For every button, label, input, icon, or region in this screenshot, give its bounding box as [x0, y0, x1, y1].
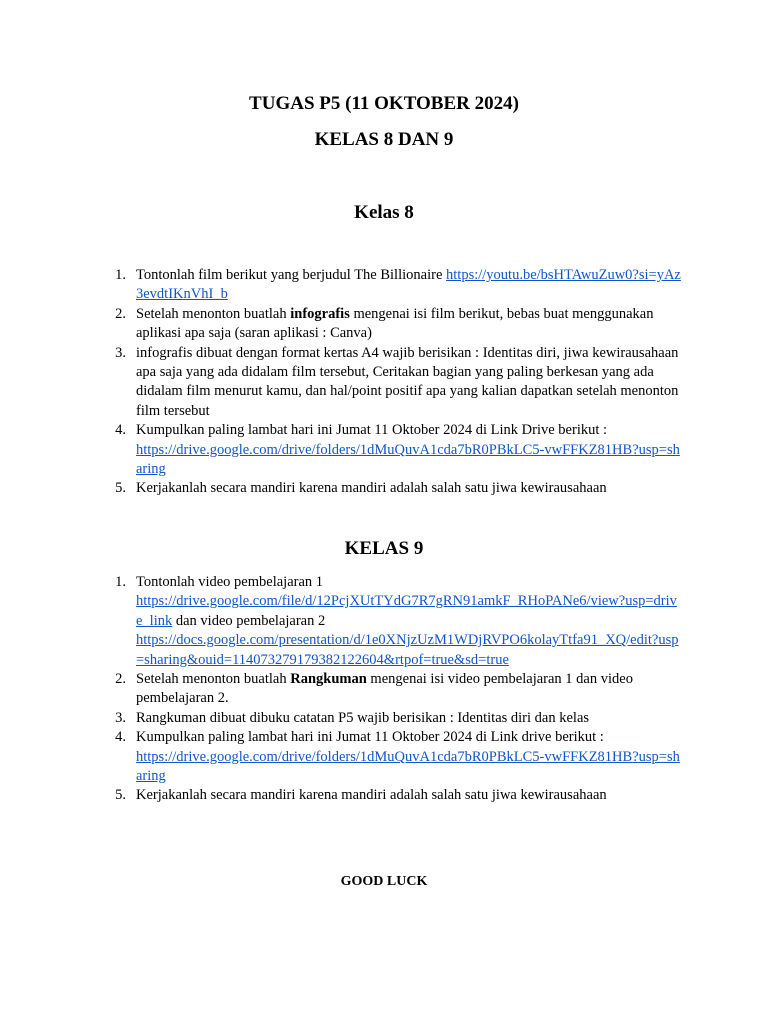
list-item-text: infografis dibuat dengan format kertas A4 wajib berisikan : Identitas diri, jiwa kewirausahaan apa saja yang ada didalam film tersebut, Ceritakan bagian yang paling berkesan yang ada didalam film menurut kamu, dan hal/point positif apa yang kalian dapatkan setelah menonton film tersebut: [136, 344, 679, 419]
list-number: 4.: [115, 729, 126, 746]
list-item: [0, 344, 681, 422]
list-item-text: Tontonlah video pembelajaran 1: [136, 574, 324, 590]
list-item-text: Kerjakanlah secara mandiri karena mandiri adalah salah satu jiwa kewirausahaan: [136, 480, 607, 497]
list-item-text: Kumpulkan paling lambat hari ini Jumat 11 Oktober 2024 di Link drive berikut :: [136, 729, 604, 746]
list-item: [0, 266, 681, 305]
list-item-text: mengenai isi video pembelajaran 1 dan video pembelajaran 2.: [136, 671, 633, 707]
list-number: 4.: [115, 422, 126, 439]
list-item-text: Kumpulkan paling lambat hari ini Jumat 11 Oktober 2024 di Link Drive berikut :: [136, 422, 608, 439]
drive-folder-link[interactable]: https://drive.google.com/drive/folders/1dMuQuvA1cda7bR0PBkLC5-vwFFKZ81HB?usp=sharing: [136, 441, 680, 478]
list-item: [0, 709, 681, 728]
drive-video-link[interactable]: https://drive.google.com/file/d/12PcjXUtTYdG7R7gRN91amkF_RHoPANe6/view?usp=drive_link: [136, 593, 677, 629]
list-item-text: Kerjakanlah secara mandiri karena mandiri adalah salah satu jiwa kewirausahaan: [136, 787, 607, 804]
list-item: [0, 670, 681, 709]
list-item: [0, 305, 681, 344]
list-number: 3.: [115, 344, 126, 361]
bold-keyword: infografis: [290, 305, 350, 322]
list-item: [0, 479, 681, 498]
kelas-9-task-list: [0, 573, 681, 806]
list-item-text: dan video pembelajaran 2: [172, 612, 326, 629]
list-number: 5.: [115, 480, 126, 497]
list-number: 5.: [115, 787, 126, 804]
kelas-8-task-list: [0, 266, 681, 499]
presentation-link[interactable]: https://docs.google.com/presentation/d/1e0XNjzUzM1WDjRVPO6kolayTtfa91_XQ/edit?usp=sharing&ouid=114073279179382122604&rtpof=true&sd=true: [136, 632, 679, 668]
drive-folder-link[interactable]: https://drive.google.com/drive/folders/1dMuQuvA1cda7bR0PBkLC5-vwFFKZ81HB?usp=sharing: [136, 748, 680, 785]
list-item-text: Setelah menonton buatlah: [136, 305, 291, 322]
bold-keyword: Rangkuman: [290, 671, 367, 688]
list-item: [0, 573, 681, 670]
list-item: [0, 786, 681, 805]
document-subtitle: KELAS 8 DAN 9: [314, 129, 454, 150]
list-item-text: mengenai isi film berikut, bebas buat menggunakan aplikasi apa saja (saran aplikasi : Canva): [136, 305, 654, 342]
document-title: TUGAS P5 (11 OKTOBER 2024): [249, 93, 519, 114]
list-item-text: Rangkuman dibuat dibuku catatan P5 wajib berisikan : Identitas diri dan kelas: [136, 709, 590, 726]
list-item: [0, 728, 681, 786]
list-item-text: Tontonlah film berikut yang berjudul The Billionaire: [136, 267, 447, 283]
list-item-text: Setelah menonton buatlah: [136, 671, 291, 688]
closing-text: GOOD LUCK: [340, 874, 428, 889]
list-number: 2.: [115, 671, 126, 688]
list-number: 2.: [115, 305, 126, 322]
list-item: [0, 421, 681, 479]
list-number: 3.: [115, 709, 126, 726]
section-heading-kelas-8: Kelas 8: [354, 202, 414, 223]
list-number: 1.: [115, 267, 126, 283]
youtube-link[interactable]: https://youtu.be/bsHTAwuZuw0?si=yAz3evdtIKnVhI_b: [136, 267, 681, 303]
section-heading-kelas-9: KELAS 9: [344, 538, 424, 559]
list-number: 1.: [115, 574, 126, 590]
